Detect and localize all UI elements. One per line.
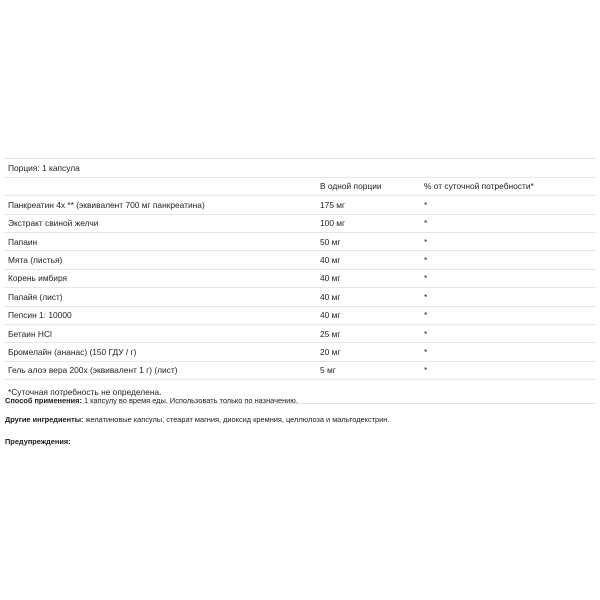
ingredient-name: Гель алоэ вера 200x (эквивалент 1 г) (лист) bbox=[8, 365, 178, 376]
daily-value-footnote: *Суточная потребность не определена. bbox=[8, 386, 162, 397]
ingredients-line bbox=[5, 415, 595, 424]
ingredient-name: Бромелайн (ананас) (150 ГДУ / г) bbox=[8, 347, 137, 357]
usage-text: 1 капсулу во время еды. Использовать только по назначению. bbox=[81, 396, 298, 405]
warnings-line bbox=[5, 437, 595, 446]
serving-size: Порция: 1 капсула bbox=[8, 162, 80, 173]
warnings-label: Предупреждения: bbox=[5, 437, 71, 446]
ingredient-daily-value: * bbox=[424, 199, 428, 210]
ingredient-name: Корень имбиря bbox=[8, 273, 68, 284]
ingredient-name: Пепсин 1: 10000 bbox=[8, 310, 72, 321]
ingredient-row bbox=[4, 362, 596, 380]
table-header-row bbox=[4, 178, 596, 197]
ingredient-row bbox=[4, 343, 596, 361]
ingredient-daily-value: * bbox=[424, 236, 428, 247]
ingredient-amount: 40 мг bbox=[320, 291, 341, 302]
ingredients-label: Другие ингредиенты: bbox=[5, 415, 84, 424]
ingredients-text: желатиновые капсулы, стеарат магния, диоксид кремния, целлюлоза и мальтодекстрин. bbox=[83, 415, 390, 424]
ingredient-amount: 5 мг bbox=[320, 365, 336, 376]
usage-label: Способ применения: bbox=[5, 396, 82, 405]
ingredient-daily-value: * bbox=[424, 218, 428, 229]
ingredient-amount: 40 мг bbox=[320, 273, 341, 284]
ingredient-row bbox=[4, 196, 596, 214]
serving-size-row bbox=[4, 159, 596, 178]
ingredient-amount: 25 мг bbox=[320, 328, 341, 339]
header-daily-value: % от суточной потребности* bbox=[424, 181, 534, 192]
ingredient-name: Экстракт свиной желчи bbox=[8, 218, 99, 229]
ingredient-daily-value: * bbox=[424, 365, 428, 376]
ingredient-row bbox=[4, 270, 596, 288]
ingredient-row bbox=[4, 233, 596, 251]
ingredient-name: Мята (листья) bbox=[8, 255, 63, 266]
ingredient-row bbox=[4, 307, 596, 325]
ingredient-amount: 50 мг bbox=[320, 236, 341, 247]
ingredient-row bbox=[4, 288, 596, 306]
ingredient-amount: 40 мг bbox=[320, 310, 341, 321]
ingredient-daily-value: * bbox=[424, 310, 428, 321]
ingredient-name: Бетаин HCl bbox=[8, 328, 52, 339]
ingredient-row bbox=[4, 251, 596, 269]
ingredient-daily-value: * bbox=[424, 273, 428, 284]
ingredient-amount: 100 мг bbox=[320, 218, 346, 229]
ingredient-row bbox=[4, 325, 596, 343]
ingredient-amount: 175 мг bbox=[320, 199, 346, 210]
ingredient-name: Панкреатин 4x ** (эквивалент 700 мг панкреатина) bbox=[8, 199, 205, 210]
usage-line bbox=[5, 396, 595, 405]
ingredient-daily-value: * bbox=[424, 347, 428, 357]
ingredient-amount: 20 мг bbox=[320, 347, 341, 357]
supplement-facts-table bbox=[4, 158, 596, 404]
ingredient-daily-value: * bbox=[424, 291, 428, 302]
ingredient-rows bbox=[4, 196, 596, 380]
ingredient-row bbox=[4, 215, 596, 233]
ingredient-amount: 40 мг bbox=[320, 255, 341, 266]
ingredient-name: Папаин bbox=[8, 236, 38, 247]
ingredient-daily-value: * bbox=[424, 255, 428, 266]
ingredient-daily-value: * bbox=[424, 328, 428, 339]
header-per-serving: В одной порции bbox=[320, 181, 382, 192]
ingredient-name: Папайя (лист) bbox=[8, 291, 63, 302]
